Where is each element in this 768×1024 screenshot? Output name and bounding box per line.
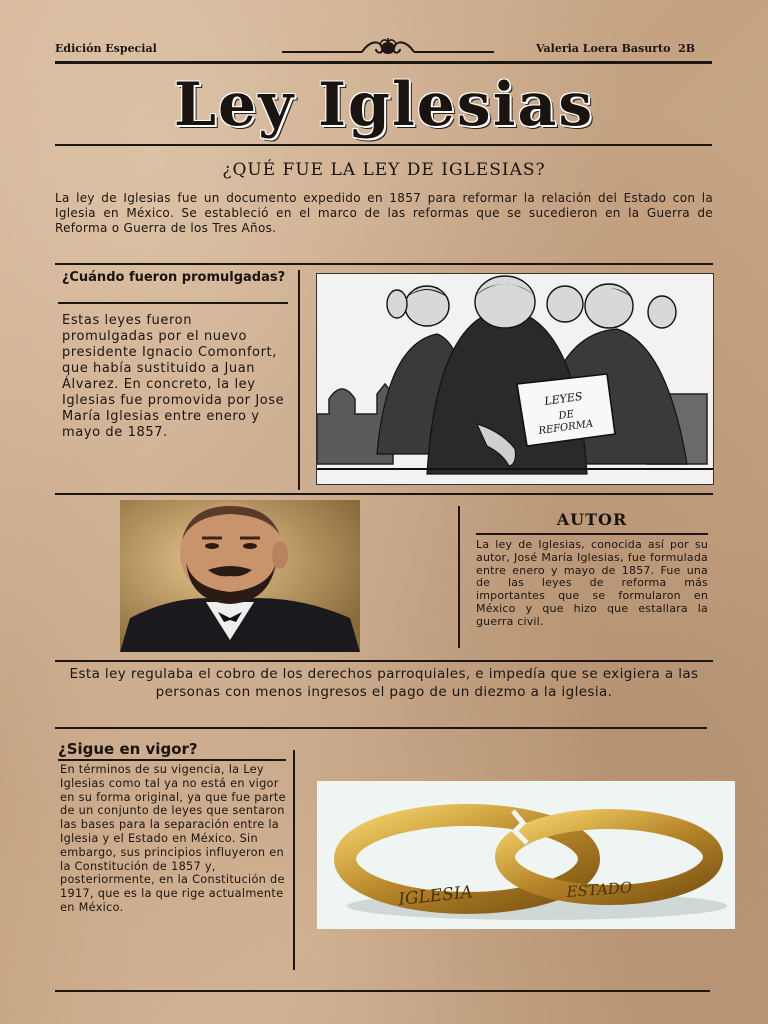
author-label [536, 42, 695, 55]
when-title-rule [58, 302, 288, 304]
when-section-rule [55, 493, 713, 495]
rings-drawing [317, 781, 735, 929]
footer-rule [55, 990, 710, 992]
regulation-text: Esta ley regulaba el cobro de los derechos parroquiales, e impedía que se exigiera a las personas con menos ingresos el pago de un diezmo a la iglesia. [69, 666, 699, 700]
author-title-rule [476, 533, 708, 535]
author-title: AUTOR [556, 510, 628, 529]
masthead-title: Ley Iglesias [173, 70, 595, 140]
vigor-title: ¿Sigue en vigor? [58, 740, 198, 758]
intro-rule [55, 263, 713, 265]
when-divider [298, 270, 300, 490]
when-title: ¿Cuándo fueron promulgadas? [61, 270, 286, 285]
document-text-2: DE [557, 408, 575, 422]
vigor-title-rule [58, 759, 286, 761]
ring-text-2: ESTADO [566, 878, 633, 901]
portrait-drawing [120, 500, 360, 652]
header-rule-bottom [55, 144, 712, 146]
reform-illustration-drawing [317, 274, 713, 484]
vigor-text: En términos de su vigencia, la Ley Iglesias como tal ya no está en vigor en su forma original, ya que fue parte de un conjunto de leyes que sentaron las bases para la separación entre la Iglesia y el Estado en México. Sin embargo, sus principios influyeron en la Constitución de 1857 y, posteriormente, en la Constitución de 1917, que es la que rige actualmente en México. [60, 763, 286, 914]
intro-text: La ley de Iglesias fue un documento expedido en 1857 para reformar la relación del Estado con la Iglesia en México. Se estableció en el marco de las reformas que se sucedieron en la Guerra de Reforma o Guerra de los Tres Años. [55, 191, 713, 235]
header-rule-top [55, 61, 712, 64]
author-section-rule [55, 660, 713, 662]
ornament-icon [282, 36, 494, 58]
document-text-3: REFORMA [537, 418, 594, 437]
group-label: 2B [678, 42, 696, 55]
ring-text-1: IGLESIA [397, 882, 474, 910]
intro-title: ¿QUÉ FUE LA LEY DE IGLESIAS? [222, 160, 546, 180]
vigor-divider [293, 750, 295, 970]
author-text: La ley de Iglesias, conocida así por su autor, José María Iglesias, fue formulada entre enero y mayo de 1857. Fue una de las leyes de reforma más importantes que se formularon en México y que hizo que estallara la guerra civil. [476, 538, 708, 628]
document-text-1: LEYES [543, 389, 584, 408]
regulation-rule [55, 727, 707, 729]
edition-label: Edición Especial [55, 42, 157, 55]
reform-illustration [316, 273, 714, 485]
author-divider [458, 506, 460, 648]
rings-image [317, 781, 735, 929]
author-name: Valeria Loera Basurto [536, 42, 671, 55]
portrait-photo [120, 500, 360, 652]
when-text: Estas leyes fueron promulgadas por el nuevo presidente Ignacio Comonfort, que había sustituido a Juan Álvarez. En concreto, la ley Iglesias fue promovida por Jose María Iglesias entre enero y mayo de 1857. [62, 313, 285, 440]
